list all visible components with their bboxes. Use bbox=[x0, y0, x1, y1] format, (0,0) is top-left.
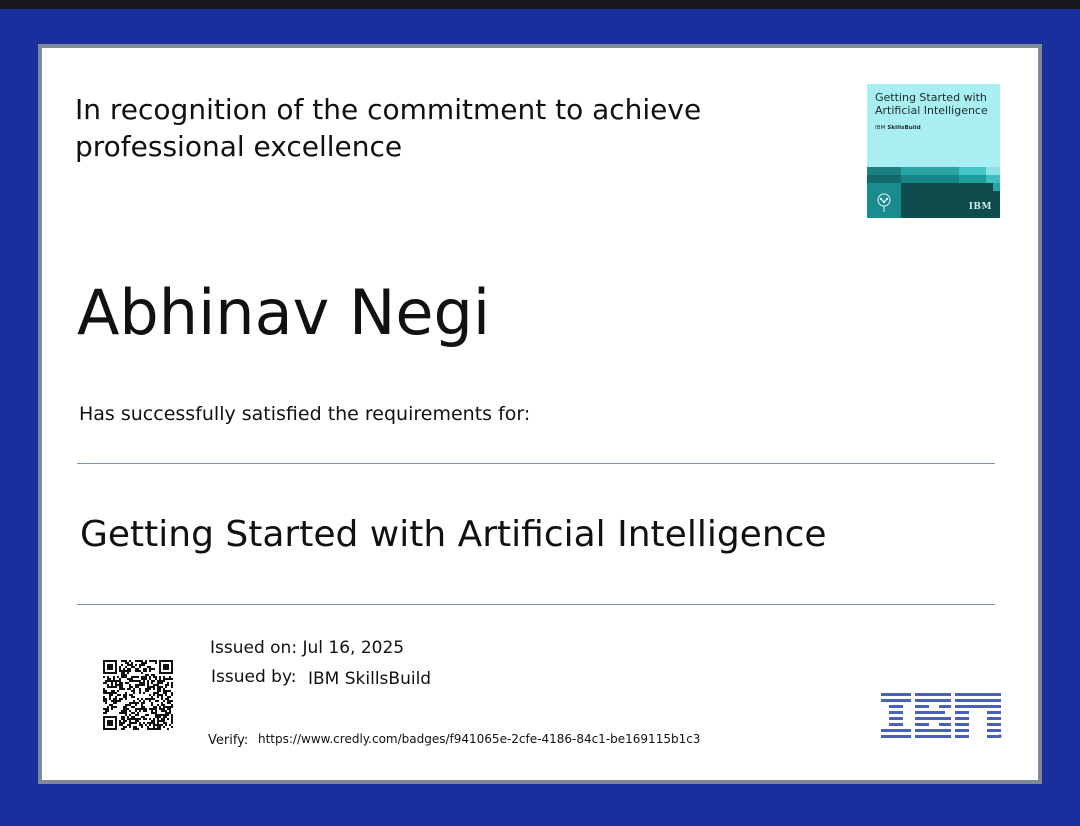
top-dark-bar bbox=[0, 0, 1080, 9]
course-title: Getting Started with Artificial Intelligence bbox=[80, 514, 827, 555]
ai-tree-icon bbox=[874, 193, 894, 213]
divider-bottom bbox=[77, 604, 995, 605]
course-badge bbox=[867, 84, 1000, 218]
verification-qr-code[interactable] bbox=[103, 660, 173, 730]
verify-url-link[interactable]: https://www.credly.com/badges/f941065e-2cfe-4186-84c1-be169115b1c3 bbox=[258, 732, 701, 746]
recipient-name: Abhinav Negi bbox=[77, 276, 491, 349]
verify-label: Verify: bbox=[208, 733, 249, 748]
issued-by-value: IBM SkillsBuild bbox=[308, 669, 432, 689]
issued-by-label: Issued by: bbox=[211, 667, 297, 687]
ibm-logo bbox=[881, 693, 1003, 739]
requirements-text: Has successfully satisfied the requirements for: bbox=[79, 403, 531, 425]
divider-top bbox=[77, 463, 995, 464]
badge-ibm-logo: IBM bbox=[968, 202, 992, 212]
badge-brand-name: SkillsBuild bbox=[887, 125, 921, 131]
badge-title: Getting Started with Artificial Intelligence bbox=[875, 91, 988, 117]
badge-brand bbox=[875, 125, 921, 131]
issued-on: Issued on: Jul 16, 2025 bbox=[210, 638, 405, 658]
certificate bbox=[42, 48, 1038, 780]
recognition-text: In recognition of the commitment to achieve professional excellence bbox=[75, 93, 702, 163]
badge-brand-prefix: IBM bbox=[875, 125, 886, 131]
